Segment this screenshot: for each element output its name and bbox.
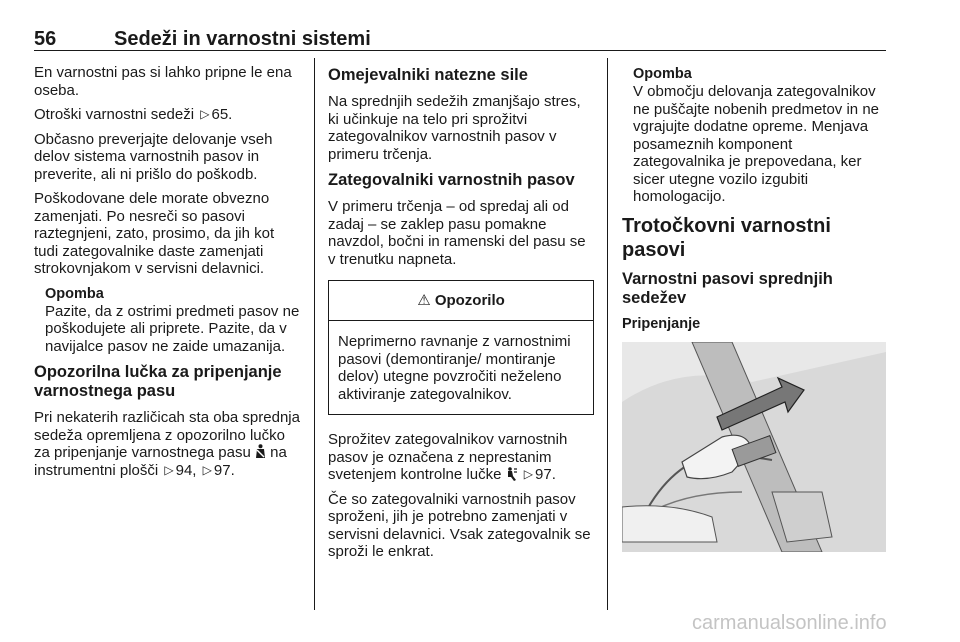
paragraph [328, 431, 594, 484]
warning-body [329, 321, 593, 414]
seatbelt-reminder-icon [255, 444, 266, 459]
section-heading: Opozorilna lučka za pripenjanje varnostnega pasu [34, 363, 282, 400]
paragraph-text: Otroški varnostni sedeži [34, 106, 195, 123]
page-ref[interactable]: 94, [175, 461, 197, 479]
paragraph: Poškodovane dele morate obvezno zamenjati. Po nesreči so pasovi raztegnjeni, zato, prosimo, da jih kot tudi zategovalnike daste zamenjati strokovnjakom v servisni delavnici. [34, 190, 275, 277]
page-ref-icon: ▷ [164, 462, 174, 477]
page-ref-icon: ▷ [523, 467, 534, 481]
section-heading: Omejevalniki natezne sile [328, 66, 528, 84]
page-title: Sedeži in varnostni sistemi [114, 28, 371, 50]
page-number: 56 [34, 28, 57, 50]
note-text: V območju delovanja zategovalnikov ne puščajte nobenih predmetov in ne vgrajujte dodatne opreme. Menjava posameznih komponent zategovalnika je prepovedana, ker sicer utegne vozilo izgubiti homologacijo. [633, 83, 880, 205]
paragraph: En varnostni pas si lahko pripne le ena oseba. [34, 64, 292, 99]
page-ref-icon: ▷ [200, 107, 210, 121]
note [34, 286, 300, 356]
column-1 [34, 64, 300, 486]
column-2 [328, 64, 594, 568]
note [622, 66, 886, 206]
page-ref[interactable]: 97. [213, 461, 235, 479]
paragraph-text: na instrumentni plošči [34, 444, 287, 479]
paragraph-text: Sprožitev zategovalnikov varnostnih pasov je označena z neprestanim svetenjem kontrolne lučke [328, 431, 568, 483]
note-title: Opomba [633, 66, 692, 82]
warning-text: Neprimerno ravnanje z varnostnimi pasovi (demontiranje/ montiranje delov) utegne povzročiti neželeno aktiviranje zategovalnikov. [338, 333, 571, 403]
paragraph: Na sprednjih sedežih zmanjšajo stres, ki učinkuje na telo pri sprožitvi zategovalnikov varnostnih pasov v primeru trčenja. [328, 93, 581, 163]
note-text: Pazite, da z ostrimi predmeti pasov ne poškodujete ali priprete. Pazite, da v navijalce pasov ne zaide umazanija. [45, 302, 300, 355]
section-heading: Trotočkovni varnostni pasovi [622, 214, 831, 261]
warning-title: Opozorilo [434, 292, 505, 309]
warning-header [329, 281, 593, 321]
page-ref[interactable]: 97. [535, 466, 556, 483]
paragraph-text: Pri nekaterih različicah sta oba sprednja sedeža opremljena z opozorilno lučko za pripenjanje varnostnega pasu [34, 409, 300, 461]
paragraph [34, 409, 300, 479]
paragraph: V primeru trčenja – od spredaj ali od zadaj – se zaklep pasu pomakne navzdol, bočni in ramenski del pasu se v trenutku napneta. [328, 198, 586, 268]
page-ref[interactable]: 65. [211, 106, 233, 123]
paragraph [34, 106, 300, 124]
section-heading: Zategovalniki varnostnih pasov [328, 171, 575, 189]
warning-icon: ⚠ [417, 292, 431, 309]
note-title: Opomba [45, 285, 104, 302]
column-divider [607, 58, 608, 610]
watermark: carmanualsonline.info [692, 612, 887, 634]
paragraph: Občasno preverjajte delovanje vseh delov sistema varnostnih pasov in preverite, ali ni prišlo do poškodb. [34, 130, 273, 183]
pretensioner-icon [506, 467, 518, 481]
paragraph: Če so zategovalniki varnostnih pasov sproženi, jih je potrebno zamenjati v servisni delavnici. Vsak zategovalnik se sproži le enkrat. [328, 490, 591, 560]
warning-box [328, 280, 594, 415]
subsection-heading: Varnostni pasovi sprednjih sedežev [622, 269, 833, 307]
page-header [34, 28, 886, 50]
column-3 [622, 64, 886, 552]
minor-heading: Pripenjanje [622, 315, 701, 332]
column-divider [314, 58, 315, 610]
page-ref-icon: ▷ [202, 462, 212, 477]
seatbelt-fastening-illustration [622, 342, 886, 552]
header-rule [34, 50, 886, 51]
